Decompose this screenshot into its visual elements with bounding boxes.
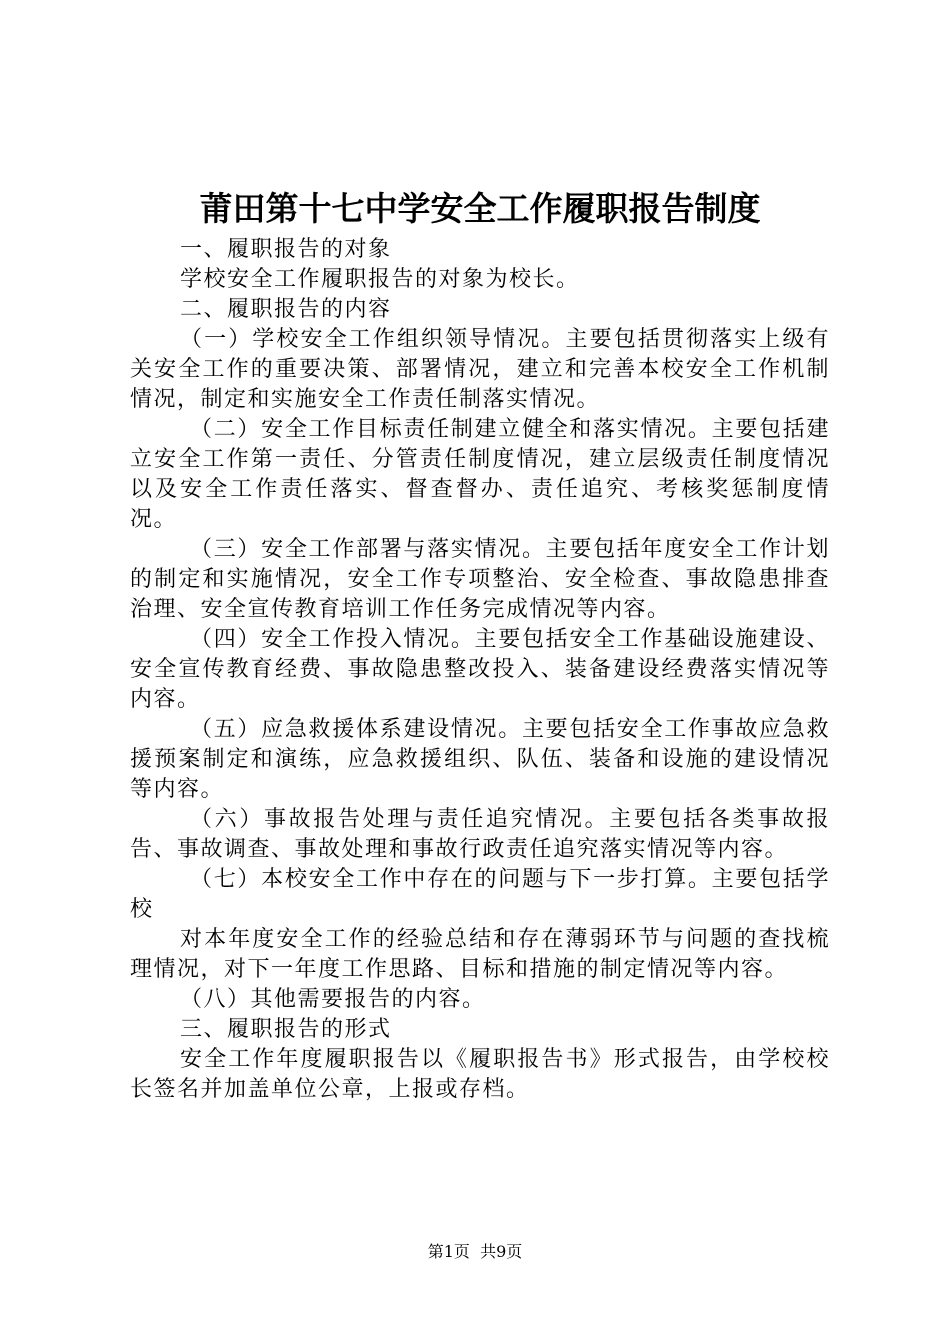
document-body: [130, 235, 830, 1105]
page-footer: [0, 1242, 950, 1262]
paragraph-item-5: （五）应急救援体系建设情况。主要包括安全工作事故应急救援预案制定和演练，应急救援组织、队伍、装备和设施的建设情况等内容。: [130, 717, 830, 802]
paragraph-target: 学校安全工作履职报告的对象为校长。: [180, 267, 580, 292]
paragraph-item-1: （一）学校安全工作组织领导情况。主要包括贯彻落实上级有关安全工作的重要决策、部署情况，建立和完善本校安全工作机制情况，制定和实施安全工作责任制落实情况。: [130, 327, 830, 412]
section-heading-form: 三、履职报告的形式: [180, 1017, 392, 1042]
section-heading-target: 一、履职报告的对象: [180, 237, 392, 262]
paragraph-item-8: （八）其他需要报告的内容。: [180, 987, 486, 1012]
paragraph-item-7-continued: 对本年度安全工作的经验总结和存在薄弱环节与问题的查找梳理情况，对下一年度工作思路、目标和措施的制定情况等内容。: [130, 927, 830, 982]
paragraph-item-4: （四）安全工作投入情况。主要包括安全工作基础设施建设、安全宣传教育经费、事故隐患整改投入、装备建设经费落实情况等内容。: [130, 627, 830, 712]
paragraph-item-2: （二）安全工作目标责任制建立健全和落实情况。主要包括建立安全工作第一责任、分管责任制度情况，建立层级责任制度情况以及安全工作责任落实、督查督办、责任追究、考核奖惩制度情况。: [130, 417, 830, 532]
paragraph-item-3: （三）安全工作部署与落实情况。主要包括年度安全工作计划的制定和实施情况，安全工作专项整治、安全检查、事故隐患排查治理、安全宣传教育培训工作任务完成情况等内容。: [130, 537, 830, 622]
paragraph-form: 安全工作年度履职报告以《履职报告书》形式报告，由学校校长签名并加盖单位公章，上报或存档。: [130, 1047, 830, 1102]
page-number: 第1页 共9页: [427, 1242, 523, 1261]
paragraph-item-6: （六）事故报告处理与责任追究情况。主要包括各类事故报告、事故调查、事故处理和事故行政责任追究落实情况等内容。: [130, 807, 830, 862]
document-title: 莆田第十七中学安全工作履职报告制度: [199, 189, 761, 228]
section-heading-content: 二、履职报告的内容: [180, 297, 392, 322]
paragraph-item-7: （七）本校安全工作中存在的问题与下一步打算。主要包括学校: [130, 867, 830, 922]
